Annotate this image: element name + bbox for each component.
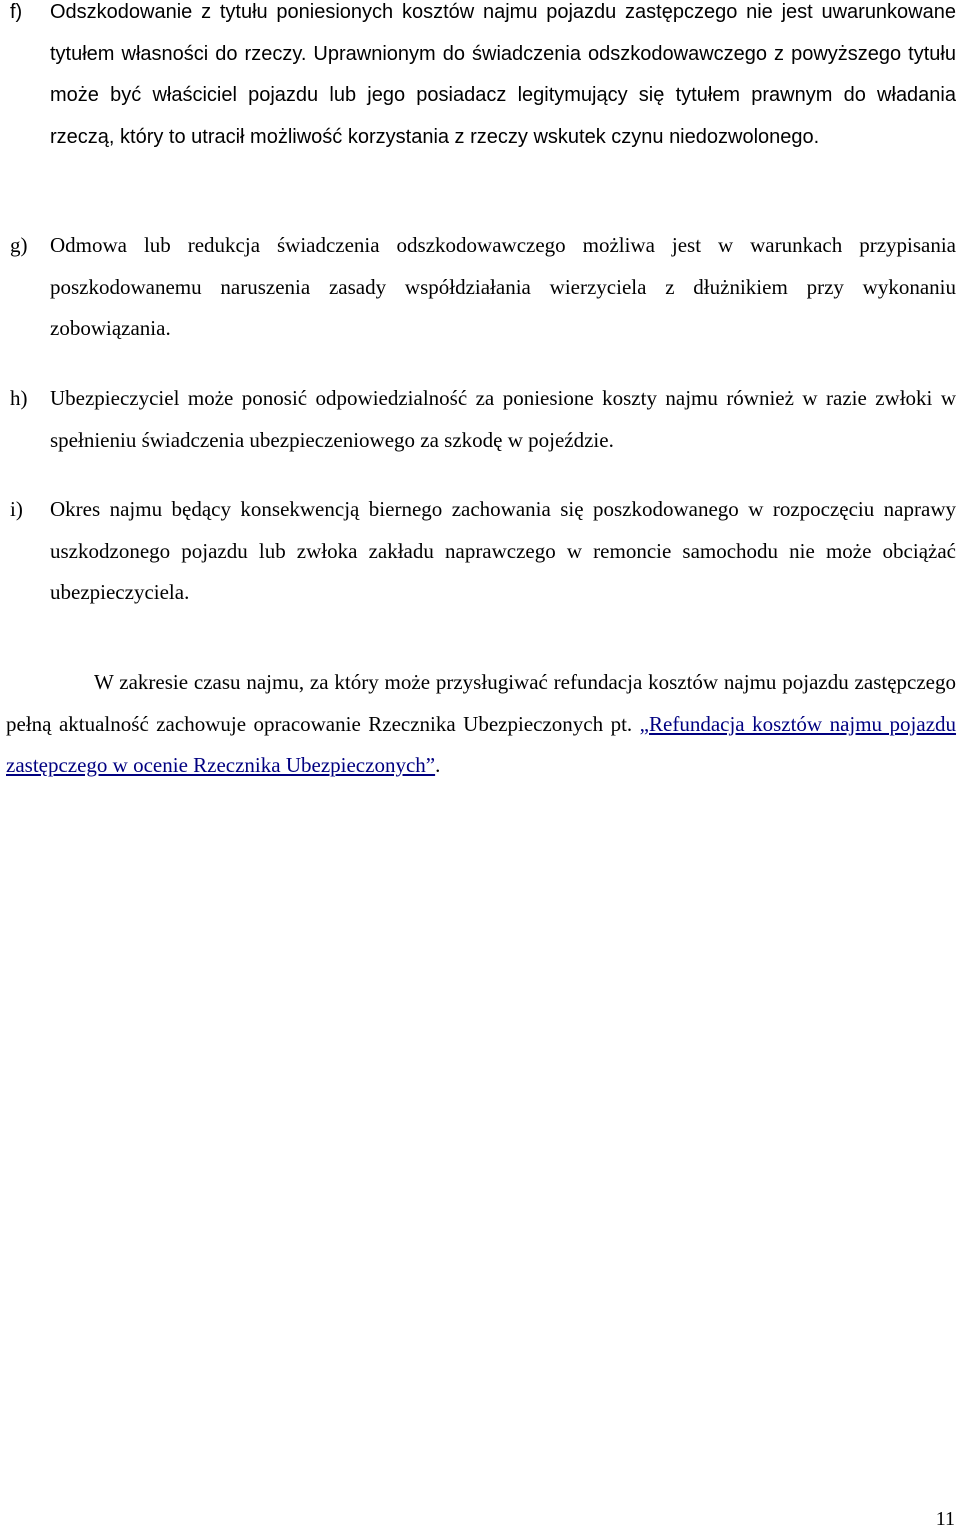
list-marker: i) (10, 497, 23, 521)
page-number: 11 (935, 1508, 955, 1530)
closing-period: . (435, 753, 441, 777)
closing-text: W zakresie czasu najmu, za który może przysługiwać refundacja kosztów najmu pojazdu zastępczego pełną aktualność zachowuje opracowanie Rzecznika Ubezpieczonych pt. (6, 670, 956, 736)
closing-paragraph (6, 662, 956, 787)
list-marker: f) (10, 1, 23, 23)
list-item-text: Odmowa lub redukcja świadczenia odszkodowawczego możliwa jest w warunkach przypisania poszkodowanemu naruszenia zasady współdziałania wierzyciela z dłużnikiem przy wykonaniu zobowiązania. (50, 233, 956, 340)
list-item-text: Okres najmu będący konsekwencją biernego zachowania się poszkodowanego w rozpoczęciu naprawy uszkodzonego pojazdu lub zwłoka zakładu naprawczego w remoncie samochodu nie może obciążać ubezpieczyciela. (50, 497, 956, 604)
list-item-f (0, 0, 956, 158)
report-title-link[interactable]: „Refundacja kosztów najmu pojazdu zastępczego w ocenie Rzecznika Ubezpieczonych” (6, 711, 957, 777)
list-marker: g) (10, 233, 28, 257)
list-item-g (0, 225, 956, 350)
list-marker: h) (10, 386, 28, 410)
list-item-text: Odszkodowanie z tytułu poniesionych kosztów najmu pojazdu zastępczego nie jest uwarunkowane tytułem własności do rzeczy. Uprawnionym do świadczenia odszkodowawczego z powyższego tytułu może być właściciel pojazdu lub jego posiadacz legitymujący się tytułem prawnym do władania rzeczą, który to utracił możliwość korzystania z rzeczy wskutek czynu niedozwolonego. (50, 1, 956, 148)
list-item-h (0, 378, 956, 461)
list-item-text: Ubezpieczyciel może ponosić odpowiedzialność za poniesione koszty najmu również w razie zwłoki w spełnieniu świadczenia ubezpieczeniowego za szkodę w pojeździe. (50, 386, 956, 452)
list-item-i (0, 489, 956, 614)
